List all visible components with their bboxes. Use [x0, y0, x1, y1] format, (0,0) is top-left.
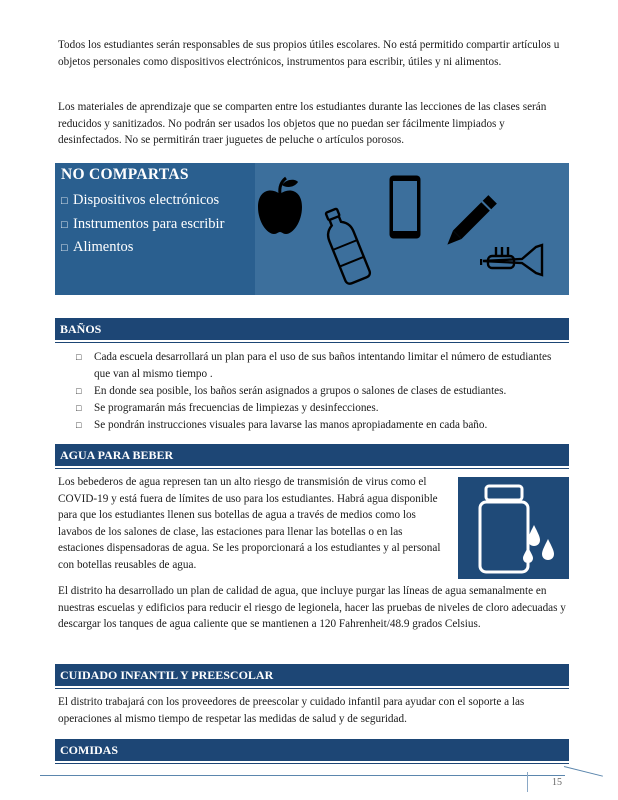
- footer-divider-diagonal: [564, 766, 603, 777]
- checkbox-icon: □: [76, 352, 82, 362]
- list-item: □ Se programarán más frecuencias de limpiezas y desinfecciones.: [76, 400, 556, 417]
- agua-paragraph-1: Los bebederos de agua represen tan un alto riesgo de transmisión de virus como el COVID-19 y está fuera de límites de uso para los estudiantes. Habrá agua disponible para que los estudiantes llenen sus botellas de agua a través de medios como los lavabos de los salones de clase, las estaciones para llenar las botellas o en las estaciones dispensadoras de agua. Se les proporcionará a los estudiantes y al personal con botellas reusables de agua.: [58, 476, 441, 571]
- intro-paragraph-1: Todos los estudiantes serán responsables de sus propios útiles escolares. No está permitido compartir artículos u objetos personales como dispositivos electrónicos, instrumentos para escribir, útiles y ni alimentos.: [58, 39, 560, 68]
- checkbox-icon: □: [76, 385, 82, 396]
- water-bottle-drops-icon: [458, 477, 569, 579]
- footer-divider: [40, 775, 565, 776]
- list-item: □ Se pondrán instrucciones visuales para lavarse las manos apropiadamente en cada baño.: [76, 417, 556, 434]
- trumpet-icon: [480, 239, 546, 279]
- checkbox-icon: □: [61, 195, 68, 207]
- no-compartas-title: NO COMPARTAS: [61, 166, 189, 183]
- banos-list: [76, 349, 556, 434]
- comidas-heading: COMIDAS: [55, 739, 569, 761]
- intro-paragraph-2: Los materiales de aprendizaje que se comparten entre los estudiantes durante las lecciones de las clases serán reducidos y sanitizados. No podrán ser usados los objetos que no puedan ser fácilmente limpiados y desinfectados. No se permitirán traer juguetes de peluche o artículos porosos.: [58, 101, 547, 146]
- cuidado-heading: CUIDADO INFANTIL Y PREESCOLAR: [55, 664, 569, 686]
- water-panel: [458, 477, 569, 579]
- checkbox-icon: □: [76, 402, 82, 413]
- list-item: □ En donde sea posible, los baños serán asignados a grupos o salones de clases de estudiantes.: [76, 383, 556, 400]
- apple-icon: [255, 176, 305, 238]
- no-compartas-panel: [55, 163, 569, 295]
- agua-paragraph-2: El distrito ha desarrollado un plan de calidad de agua, que incluye purgar las líneas de agua semanalmente en nuestras escuelas y edificios para reducir el riesgo de legionela, hacer las pruebas de niveles de cloro adecuadas y descargar los tanques de agua caliente que se mantienen a 120 Fahrenheit/48.9 grados Celsius.: [58, 585, 566, 630]
- no-compartas-item: □ Dispositivos electrónicos: [61, 189, 224, 213]
- agua-heading: AGUA PARA BEBER: [55, 444, 569, 466]
- checkbox-icon: □: [76, 419, 82, 430]
- checkbox-icon: □: [61, 242, 68, 254]
- no-compartas-item: □ Instrumentos para escribir: [61, 213, 224, 237]
- list-item: □ Cada escuela desarrollará un plan para el uso de sus baños intentando limitar el número de estudiantes que van al mismo tiempo .: [76, 351, 552, 380]
- checkbox-icon: □: [61, 218, 68, 231]
- cuidado-paragraph: El distrito trabajará con los proveedores de preescolar y cuidado infantil para ayudar con el soporte a las operaciones al mismo tiempo de respetar las medidas de salud y de seguridad.: [58, 696, 525, 725]
- banos-heading: BAÑOS: [55, 318, 569, 340]
- no-compartas-item: □ Alimentos: [61, 236, 224, 260]
- water-bottle-icon: [317, 205, 373, 285]
- no-compartas-list: [61, 189, 224, 260]
- smartphone-icon: [388, 174, 422, 240]
- page-number: 15: [552, 777, 562, 788]
